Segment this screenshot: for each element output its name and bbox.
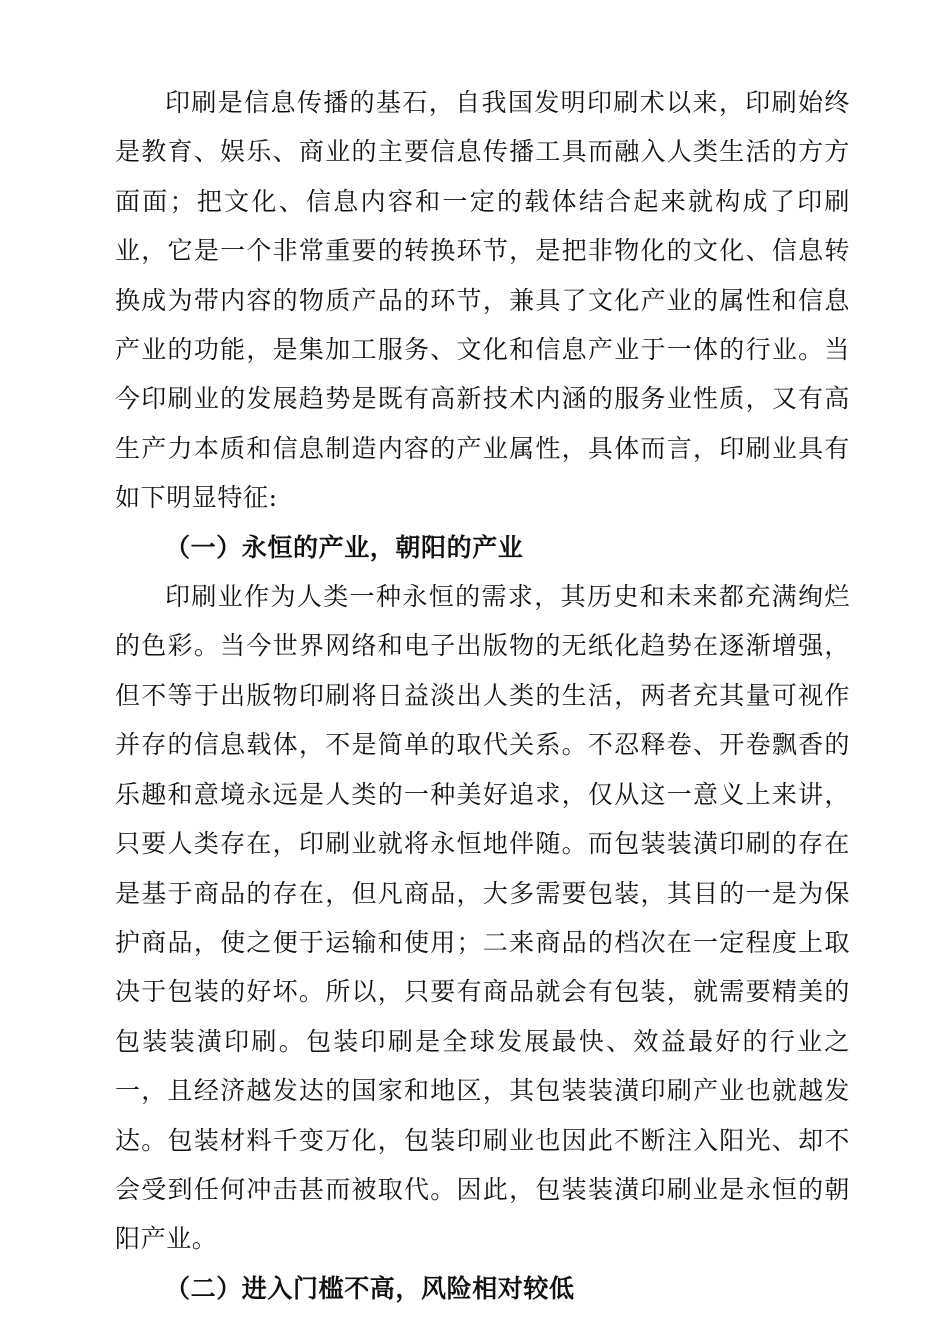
section-heading-2: （二）进入门槛不高，风险相对较低 xyxy=(165,1273,575,1303)
section-1-paragraph: 印刷业作为人类一种永恒的需求，其历史和未来都充满绚烂的色彩。当今世界网络和电子出版物的无纸化趋势在逐渐增强，但不等于出版物印刷将日益淡出人类的生活，两者充其量可视作并存的信息载体，不是简单的取代关系。不忍释卷、开卷飘香的乐趣和意境永远是人类的一种美好追求，仅从这一意义上来讲，只要人类存在，印刷业就将永恒地伴随。而包装装潢印刷的存在是基于商品的存在，但凡商品，大多需要包装，其目的一是为保护商品，使之便于运输和使用；二来商品的档次在一定程度上取决于包装的好坏。所以，只要有商品就会有包装，就需要精美的包装装潢印刷。包装印刷是全球发展最快、效益最好的行业之一，且经济越发达的国家和地区，其包装装潢印刷产业也就越发达。包装材料千变万化，包装印刷业也因此不断注入阳光、却不会受到任何冲击甚而被取代。因此，包装装潢印刷业是永恒的朝阳产业。 xyxy=(115,582,850,1254)
intro-paragraph: 印刷是信息传播的基石，自我国发明印刷术以来，印刷始终是教育、娱乐、商业的主要信息传播工具而融入人类生活的方方面面；把文化、信息内容和一定的载体结合起来就构成了印刷业，它是一个非常重要的转换环节，是把非物化的文化、信息转换成为带内容的物质产品的环节，兼具了文化产业的属性和信息产业的功能，是集加工服务、文化和信息产业于一体的行业。当今印刷业的发展趋势是既有高新技术内涵的服务业性质，又有高生产力本质和信息制造内容的产业属性，具体而言，印刷业具有如下明显特征: xyxy=(115,88,850,513)
document-page xyxy=(115,78,850,1313)
section-heading-1: （一）永恒的产业，朝阳的产业 xyxy=(165,532,524,562)
